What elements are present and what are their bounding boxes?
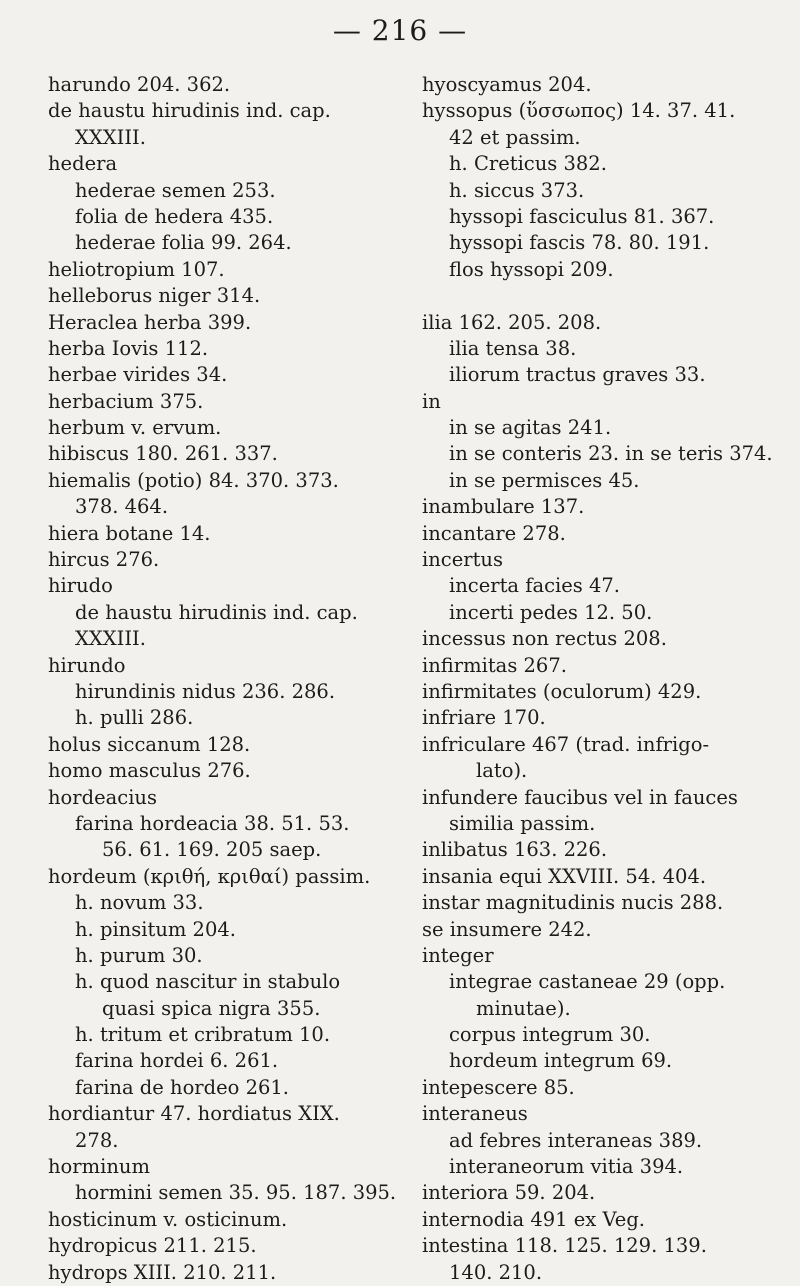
index-entry: hirudo	[48, 574, 113, 598]
index-entry: lato).	[476, 759, 528, 783]
index-entry: folia de hedera 435.	[75, 204, 274, 228]
index-entry: herba Iovis 112.	[48, 336, 209, 360]
index-entry: instar magnitudinis nucis 288.	[422, 891, 724, 915]
index-entry: 42 et passim.	[449, 125, 581, 149]
index-entry: incerta facies 47.	[449, 574, 620, 598]
index-entry: heliotropium 107.	[48, 257, 225, 281]
index-entry: farina hordeacia 38. 51. 53.	[75, 811, 350, 835]
index-entry: de haustu hirudinis ind. cap.	[75, 600, 358, 624]
index-entry: hordeum (κριθή, κριθαί) passim.	[48, 864, 371, 888]
index-entry: hyssopus (ὕσσωπος) 14. 37. 41.	[422, 99, 736, 123]
index-entry: incerti pedes 12. 50.	[449, 600, 653, 624]
index-entry: hormini semen 35. 95. 187. 395.	[75, 1181, 397, 1205]
index-entry: in	[422, 389, 441, 413]
index-entry: h. Creticus 382.	[449, 152, 607, 176]
index-entry: infriculare 467 (trad. infrigo-	[422, 732, 710, 756]
index-entry: h. purum 30.	[75, 943, 203, 967]
index-entry: hederae folia 99. 264.	[75, 231, 292, 255]
index-entry: minutae).	[476, 996, 571, 1020]
index-entry: in se agitas 241.	[449, 416, 612, 440]
index-entry: herbum v. ervum.	[48, 416, 222, 440]
index-entry: 56. 61. 169. 205 saep.	[102, 838, 322, 862]
index-entry: hydrops XIII. 210. 211.	[48, 1260, 277, 1284]
index-entry: inlibatus 163. 226.	[422, 838, 608, 862]
index-entry: h. siccus 373.	[449, 178, 585, 202]
index-entry: insania equi XXVIII. 54. 404.	[422, 864, 707, 888]
index-entry: hibiscus 180. 261. 337.	[48, 442, 278, 466]
index-entry: de haustu hirudinis ind. cap.	[48, 99, 331, 123]
index-entry: infundere faucibus vel in fauces	[422, 785, 738, 809]
index-entry: helleborus niger 314.	[48, 284, 261, 308]
index-entry: hedera	[48, 152, 118, 176]
index-entry: interaneorum vitia 394.	[449, 1155, 684, 1179]
index-entry: hederae semen 253.	[75, 178, 276, 202]
index-entry: hydropicus 211. 215.	[48, 1234, 257, 1258]
index-entry: hirundo	[48, 653, 126, 677]
index-entry: corpus integrum 30.	[449, 1023, 651, 1047]
index-entry: interaneus	[422, 1102, 528, 1126]
index-entry: in se conteris 23. in se teris 374.	[449, 442, 773, 466]
index-entry: infirmitas 267.	[422, 653, 567, 677]
index-entry: 378. 464.	[75, 495, 169, 519]
index-entry: ilia 162. 205. 208.	[422, 310, 602, 334]
index-entry: similia passim.	[449, 811, 596, 835]
index-entry: 140. 210.	[449, 1260, 543, 1284]
index-entry: Heraclea herba 399.	[48, 310, 252, 334]
index-entry: XXXIII.	[75, 125, 146, 149]
index-entry: in se permisces 45.	[449, 468, 640, 492]
index-entry	[422, 283, 782, 309]
index-entry: herbae virides 34.	[48, 363, 228, 387]
index-entry: h. pinsitum 204.	[75, 917, 236, 941]
index-entry: homo masculus 276.	[48, 759, 251, 783]
index-entry: hirundinis nidus 236. 286.	[75, 679, 336, 703]
index-entry: incantare 278.	[422, 521, 566, 545]
index-entry: 278.	[75, 1128, 119, 1152]
left-column	[48, 72, 398, 1286]
index-entry: h. novum 33.	[75, 891, 204, 915]
index-entry: farina hordei 6. 261.	[75, 1049, 279, 1073]
index-entry: internodia 491 ex Veg.	[422, 1207, 646, 1231]
index-entry: hyoscyamus 204.	[422, 73, 592, 96]
index-entry: integrae castaneae 29 (opp.	[449, 970, 726, 994]
index-entry: incertus	[422, 548, 503, 572]
index-entry: incessus non rectus 208.	[422, 627, 667, 651]
index-entry: se insumere 242.	[422, 917, 592, 941]
index-entry: quasi spica nigra 355.	[102, 996, 321, 1020]
index-entry: h. quod nascitur in stabulo	[75, 970, 341, 994]
index-entry: XXXIII.	[75, 627, 146, 651]
index-entry: infirmitates (oculorum) 429.	[422, 679, 702, 703]
index-entry: iliorum tractus graves 33.	[449, 363, 706, 387]
index-entry: inambulare 137.	[422, 495, 585, 519]
index-entry: hordiantur 47. hordiatus XIX.	[48, 1102, 340, 1126]
page-number: — 216 —	[332, 14, 468, 47]
index-entry: hordeum integrum 69.	[449, 1049, 673, 1073]
index-entry: hircus 276.	[48, 548, 160, 572]
index-entry: hosticinum v. osticinum.	[48, 1207, 288, 1231]
index-entry: hiera botane 14.	[48, 521, 211, 545]
index-entry: holus siccanum 128.	[48, 732, 251, 756]
index-entry: herbacium 375.	[48, 389, 204, 413]
index-entry: ilia tensa 38.	[449, 336, 577, 360]
index-entry: interiora 59. 204.	[422, 1181, 596, 1205]
index-entry: farina de hordeo 261.	[75, 1075, 290, 1099]
index-entry: intestina 118. 125. 129. 139.	[422, 1234, 707, 1258]
right-column	[422, 72, 782, 1286]
index-entry: hiemalis (potio) 84. 370. 373.	[48, 468, 339, 492]
index-entry: hyssopi fascis 78. 80. 191.	[449, 231, 710, 255]
index-entry: hyssopi fasciculus 81. 367.	[449, 204, 715, 228]
index-entry: h. tritum et cribratum 10.	[75, 1023, 331, 1047]
index-entry: hordeacius	[48, 785, 157, 809]
index-entry: integer	[422, 943, 494, 967]
index-entry: harundo 204. 362.	[48, 73, 231, 96]
index-entry: horminum	[48, 1155, 150, 1179]
index-entry: flos hyssopi 209.	[449, 257, 614, 281]
index-entry: ad febres interaneas 389.	[449, 1128, 703, 1152]
index-entry: h. pulli 286.	[75, 706, 194, 730]
index-entry: infriare 170.	[422, 706, 546, 730]
index-entry: intepescere 85.	[422, 1075, 575, 1099]
